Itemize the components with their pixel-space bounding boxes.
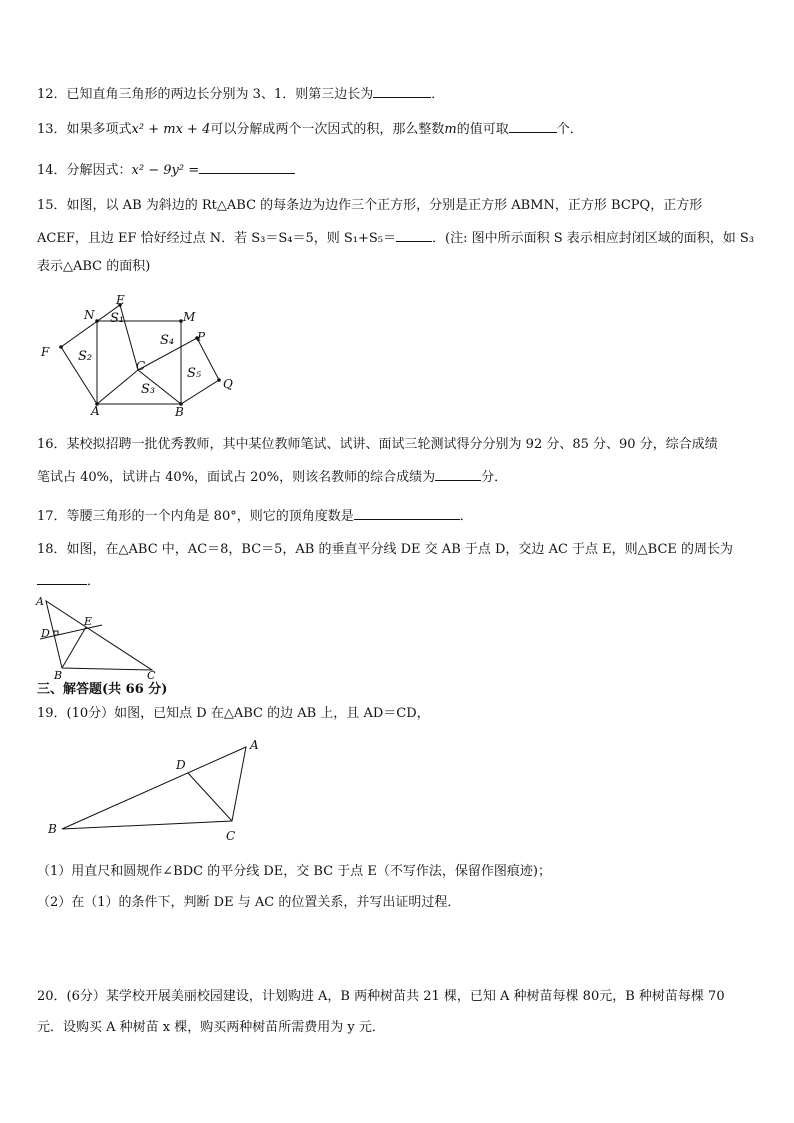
q13-expression: x² + mx + 4 <box>131 122 211 137</box>
question-15-line-2 <box>37 228 754 248</box>
segment-dc <box>188 773 232 821</box>
question-20-line-1 <box>37 988 725 1006</box>
q16-text: 16．某校拟招聘一批优秀教师，其中某位教师笔试、试讲、面试三轮测试得分分别为 92 分、85 分、90 分，综合成绩 <box>37 437 718 452</box>
label-a: A <box>91 404 100 417</box>
figure-15 <box>38 292 248 417</box>
triangle-abc <box>62 747 246 829</box>
q19-text: 19．(10分）如图，已知点 D 在△ABC 的边 AB 上，且 AD＝CD， <box>37 706 430 721</box>
q12-end: ． <box>431 87 445 102</box>
question-18-line-2 <box>37 571 100 591</box>
label-s5: S₅ <box>187 366 202 381</box>
q14-expression: x² − 9y² = <box>131 163 200 178</box>
q20-text-2: 元．设购买 A 种树苗 x 棵，购买两种树苗所需费用为 y 元． <box>37 1020 385 1035</box>
label-d: D <box>176 758 186 772</box>
question-16-line-2 <box>37 467 507 487</box>
question-18-line-1 <box>37 541 733 559</box>
q19-part-1-text: （1）用直尺和圆规作∠BDC 的平分线 DE，交 BC 于点 E（不写作法，保留作图痕迹)； <box>37 864 551 879</box>
q16-text-2: 笔试占 40%，试讲占 40%，面试占 20%，则该名教师的综合成绩为 <box>37 470 436 485</box>
section-heading <box>37 681 167 699</box>
triangle-abc <box>46 601 152 670</box>
label-n: N <box>84 308 95 322</box>
q13-text-2: 可以分解成两个一次因式的积，那么整数 <box>210 122 445 137</box>
question-14 <box>37 160 295 180</box>
q15-text: 15．如图，以 AB 为斜边的 Rt△ABC 的每条边为边作三个正方形，分别是正方形 ABMN，正方形 BCPQ，正方形 <box>37 198 703 213</box>
question-19 <box>37 705 430 723</box>
q13-text-3: 的值可取 <box>456 122 509 137</box>
label-a: A <box>250 738 259 752</box>
label-s3: S₃ <box>141 382 156 397</box>
label-b: B <box>175 405 184 417</box>
label-e: E <box>116 293 125 307</box>
label-c: C <box>147 669 156 680</box>
answer-blank[interactable] <box>396 228 432 242</box>
question-15-line-1 <box>37 197 702 215</box>
q17-text: 17．等腰三角形的一个内角是 80°，则它的顶角度数是 <box>37 509 354 524</box>
answer-blank[interactable] <box>373 84 431 98</box>
question-13 <box>37 119 583 139</box>
square-acef <box>61 305 138 404</box>
q18-end: ． <box>87 574 101 589</box>
right-angle-mark <box>54 631 58 635</box>
label-f: F <box>41 345 50 359</box>
label-c: C <box>136 359 146 373</box>
label-c: C <box>226 829 236 843</box>
q13-end: 个． <box>556 122 583 137</box>
label-s1: S₁ <box>110 311 125 326</box>
q19-part-2-text: （2）在（1）的条件下，判断 DE 与 AC 的位置关系，并写出证明过程． <box>37 895 461 910</box>
q15-text-2: ACEF，且边 EF 恰好经过点 N．若 S₃＝S₄＝5，则 S₁+S₅＝ <box>37 231 397 246</box>
label-s4: S₄ <box>160 333 175 348</box>
answer-blank[interactable] <box>509 119 557 133</box>
answer-blank[interactable] <box>435 467 481 481</box>
q14-text: 14．分解因式： <box>37 163 132 178</box>
question-20-line-2 <box>37 1019 385 1037</box>
answer-blank[interactable] <box>37 571 87 585</box>
question-19-part-1 <box>37 863 551 881</box>
figure-19 <box>40 733 270 845</box>
label-s2: S₂ <box>78 349 93 364</box>
label-b: B <box>48 822 57 836</box>
q12-text: 12．已知直角三角形的两边长分别为 3、1．则第三边长为 <box>37 87 374 102</box>
label-b: B <box>54 669 63 680</box>
label-q: Q <box>223 377 233 391</box>
answer-blank[interactable] <box>354 506 460 520</box>
question-16-line-1 <box>37 436 718 454</box>
q17-end: ． <box>459 509 473 524</box>
label-d: D <box>41 627 50 640</box>
question-12 <box>37 84 444 104</box>
q18-text: 18．如图，在△ABC 中，AC＝8，BC＝5，AB 的垂直平分线 DE 交 AB 于点 D，交边 AC 于点 E，则△BCE 的周长为 <box>37 542 734 557</box>
q15-text-4: 表示△ABC 的面积) <box>37 259 151 274</box>
figure-18 <box>32 592 162 680</box>
q15-text-3: ．(注: 图中所示面积 S 表示相应封闭区域的面积，如 S₃ <box>432 231 755 246</box>
label-p: P <box>197 330 206 344</box>
label-m: M <box>183 310 196 324</box>
q13-variable: m <box>444 122 457 137</box>
question-17 <box>37 506 473 526</box>
section-title: 三、解答题(共 66 分) <box>37 682 168 697</box>
label-e: E <box>84 615 93 628</box>
label-a: A <box>36 595 44 608</box>
q16-end: 分． <box>481 470 508 485</box>
q13-text: 13．如果多项式 <box>37 122 132 137</box>
q20-text: 20．(6分）某学校开展美丽校园建设，计划购进 A，B 两种树苗共 21 棵，已知 A 种树苗每棵 80元，B 种树苗每棵 70 <box>37 989 725 1004</box>
question-15-line-3 <box>37 258 150 276</box>
question-19-part-2 <box>37 894 460 912</box>
answer-blank[interactable] <box>199 160 295 174</box>
